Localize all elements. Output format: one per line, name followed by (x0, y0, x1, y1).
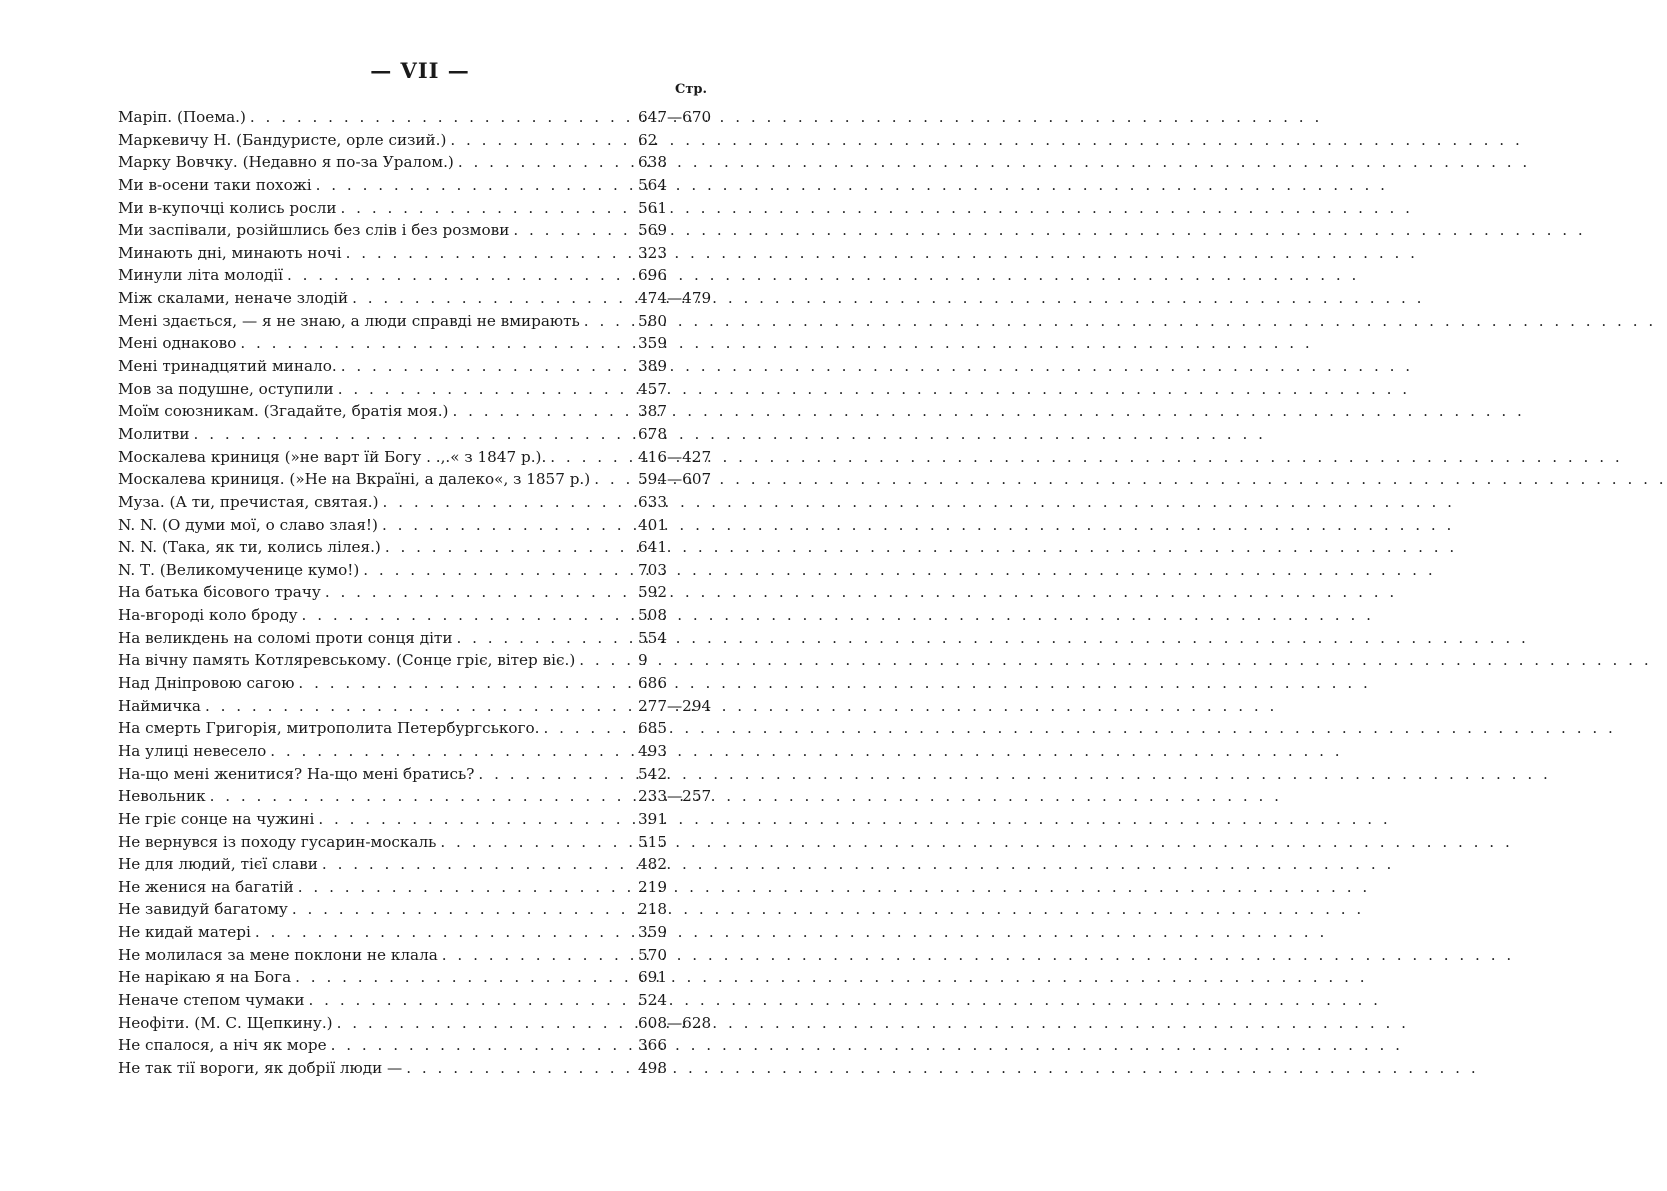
toc-entry (118, 853, 726, 876)
dot-leader (442, 944, 634, 967)
toc-entry (118, 423, 726, 446)
toc-entry-page: 524 (638, 990, 667, 1009)
toc-entry-page: 633 (638, 492, 667, 511)
toc-entry-title: Ми заспівали, розійшлись без слів і без розмови (118, 221, 510, 240)
toc-entry-title: Між скалами, неначе злодій (118, 289, 349, 308)
toc-entry-page: 647—670 (638, 108, 712, 126)
toc-entry-page: 474—479 (638, 289, 712, 308)
toc-entry-title: На-вгороді коло броду (118, 606, 298, 625)
toc-entry-page: 219 (638, 877, 667, 896)
toc-entry-page: 366 (638, 1036, 667, 1055)
toc-entry (118, 197, 726, 220)
toc-entry-title: Не для людий, тієї слави (118, 855, 318, 874)
toc-entry-title: Муза. (А ти, пречистая, святая.) (118, 492, 379, 511)
toc-entry-page: 457 (638, 379, 667, 398)
dot-leader (337, 1012, 634, 1035)
toc-entry-title: Маріп. (Поема.) (118, 108, 246, 126)
toc-entry (118, 332, 726, 355)
toc-entry (118, 1012, 726, 1035)
toc-entry-page: 592 (638, 583, 667, 602)
toc-entry (118, 649, 726, 672)
toc-entry (118, 1034, 726, 1057)
toc-entry-page: 580 (638, 311, 667, 330)
toc-entry (118, 491, 726, 514)
toc-entry-page: 686 (638, 674, 667, 693)
toc-entry (118, 310, 726, 333)
toc-entry-title: N. N. (О думи мої, о славо злая!) (118, 515, 378, 534)
toc-entry-page: 323 (638, 243, 667, 262)
toc-entry-page: 561 (638, 198, 667, 217)
toc-entry (118, 1057, 726, 1080)
toc-entry-page: 359 (638, 923, 667, 942)
dot-leader (406, 1057, 634, 1080)
toc-entry-title: Маркевичу Н. (Бандуристе, орле сизий.) (118, 130, 447, 149)
toc-entry (118, 514, 726, 537)
toc-entry-title: На великдень на соломі проти сонця діти (118, 628, 453, 647)
toc-entry-page: 564 (638, 175, 667, 194)
dot-leader (338, 378, 634, 401)
dot-leader (298, 876, 634, 899)
dot-leader (363, 559, 634, 582)
page-number-header: — VII — (370, 58, 470, 83)
dot-leader (205, 695, 634, 718)
toc-entry-page: 515 (638, 832, 667, 851)
toc-entry (118, 536, 726, 559)
toc-entry-title: Мені однаково (118, 334, 237, 353)
toc-entry (118, 921, 726, 944)
toc-entry-title: Моїм союзникам. (Згадайте, братія моя.) (118, 402, 449, 421)
toc-entry-title: Москалева криниця. (»Не на Вкраїні, а далеко«, з 1857 р.) (118, 470, 591, 489)
dot-leader (250, 106, 634, 129)
dot-leader (584, 310, 634, 333)
toc-entry (118, 808, 726, 831)
toc-entry-title: Минають дні, минають ночі (118, 243, 342, 262)
toc-entry (118, 604, 726, 627)
toc-entry (118, 966, 726, 989)
toc-entry-page: 387 (638, 402, 667, 421)
toc-entry-title: Не так тії вороги, як добрії люди — (118, 1058, 403, 1077)
toc-entry-page: 401 (638, 515, 667, 534)
toc-entry-page: 570 (638, 945, 667, 964)
dot-leader (352, 287, 634, 310)
toc-entry-title: Не молилася за мене поклони не клала (118, 945, 438, 964)
dot-leader (341, 197, 634, 220)
toc-entry-page: 498 (638, 1058, 667, 1077)
toc-entry-title: Мені здається, — я не знаю, а люди справді не вмирають (118, 311, 580, 330)
dot-leader (194, 423, 634, 446)
toc-entry (118, 355, 726, 378)
toc-entry-title: На смерть Григорія, митрополита Петербургського. (118, 719, 540, 738)
toc-entry-title: Не нарікаю я на Бога (118, 968, 292, 987)
dot-leader (456, 627, 634, 650)
toc-entry-page: 482 (638, 855, 667, 874)
toc-entry-page: 678 (638, 424, 667, 443)
dot-leader (550, 446, 634, 469)
toc-entry-page: 696 (638, 266, 667, 285)
toc-entry (118, 446, 726, 469)
dot-leader (322, 853, 634, 876)
toc-entry-title: N. N. (Така, як ти, колись лілея.) (118, 538, 381, 557)
toc-entry-title: Невольник (118, 787, 206, 806)
toc-entry-title: Наймичка (118, 696, 201, 715)
dot-leader (331, 1034, 634, 1057)
dot-leader (385, 536, 634, 559)
toc-entry-page: 233—257 (638, 787, 712, 806)
toc-entry-page: 608—628 (638, 1013, 712, 1032)
toc-entry-page: 703 (638, 560, 667, 579)
toc-entry-page: 594—607 (638, 470, 712, 489)
toc-entry (118, 672, 726, 695)
toc-entry-title: На батька бісового трачу (118, 583, 321, 602)
dot-leader (346, 242, 634, 265)
toc-entry (118, 559, 726, 582)
toc-entry (118, 174, 726, 197)
toc-entry-page: 416—427 (638, 447, 712, 466)
dot-leader (458, 151, 634, 174)
toc-entry (118, 468, 726, 491)
toc-entry-title: Марку Вовчку. (Недавно я по-за Уралом.) (118, 153, 454, 172)
toc-entry-page: 62 (638, 130, 658, 149)
toc-entry (118, 581, 726, 604)
dot-leader (302, 604, 634, 627)
toc-entry (118, 944, 726, 967)
toc-entry (118, 876, 726, 899)
toc-entry-title: Ми в-осени таки похожі (118, 175, 312, 194)
dot-leader (292, 898, 634, 921)
dot-leader (298, 672, 634, 695)
toc-entry-title: Молитви (118, 424, 190, 443)
page-column-label: Стр. (675, 82, 708, 97)
toc-entry-title: Неофіти. (М. С. Щепкину.) (118, 1013, 333, 1032)
toc-entry-page: 508 (638, 606, 667, 625)
toc-entry-page: 685 (638, 719, 667, 738)
toc-entry (118, 242, 726, 265)
toc-entry-title: Мені тринадцятий минало. (118, 357, 337, 376)
toc-entry-page: 638 (638, 153, 667, 172)
toc-entry-page: 691 (638, 968, 667, 987)
dot-leader (543, 717, 634, 740)
dot-leader (318, 808, 634, 831)
dot-leader (295, 966, 634, 989)
dot-leader (210, 785, 634, 808)
toc-entry (118, 989, 726, 1012)
toc-entry (118, 717, 726, 740)
dot-leader (341, 355, 634, 378)
toc-entry-title: Ми в-купочці колись росли (118, 198, 337, 217)
toc-entry-title: Не кидай матері (118, 923, 251, 942)
toc-entry-title: Над Дніпровою сагою (118, 674, 295, 693)
toc-entry (118, 763, 726, 786)
toc-entry (118, 129, 726, 152)
toc-entry-title: На-що мені женитися? На-що мені братись? (118, 764, 475, 783)
toc-entry (118, 740, 726, 763)
toc-entry (118, 151, 726, 174)
dot-leader (383, 491, 634, 514)
dot-leader (382, 514, 634, 537)
toc-entry (118, 785, 726, 808)
toc-entry (118, 106, 726, 129)
toc-entry-page: 641 (638, 538, 667, 557)
toc-entry (118, 831, 726, 854)
dot-leader (309, 989, 634, 1012)
toc-entry-page: 277—294 (638, 696, 712, 715)
toc-entry (118, 898, 726, 921)
toc-entry-title: Мов за подушне, оступили (118, 379, 334, 398)
toc-entry-page: 218 (638, 900, 667, 919)
toc-entry (118, 627, 726, 650)
toc-entry (118, 400, 726, 423)
dot-leader (478, 763, 634, 786)
toc-entry-page: 542 (638, 764, 667, 783)
dot-leader (287, 264, 634, 287)
toc-entry-page: 359 (638, 334, 667, 353)
toc-entry-title: Не спалося, а ніч як море (118, 1036, 327, 1055)
toc-entry-page: 391 (638, 809, 667, 828)
toc-entry (118, 378, 726, 401)
toc-entry (118, 219, 726, 242)
toc-entry-page: 554 (638, 628, 667, 647)
dot-leader (316, 174, 634, 197)
toc-entry-title: Не вернувся із походу гусарин-москаль (118, 832, 437, 851)
toc-entry-title: Минули літа молодії (118, 266, 283, 285)
dot-leader (450, 129, 634, 152)
toc-entry-page: 569 (638, 221, 667, 240)
toc-entry-title: Неначе степом чумаки (118, 990, 305, 1009)
toc-entry-page: 493 (638, 741, 667, 760)
dot-leader (325, 581, 634, 604)
toc-entry (118, 287, 726, 310)
toc-entry (118, 695, 726, 718)
dot-leader (579, 649, 634, 672)
toc-entry-title: Не завидуй багатому (118, 900, 288, 919)
toc-entry-title: Не женися на багатій (118, 877, 294, 896)
toc-entry-title: На вічну память Котляревському. (Сонце гріє, вітер віє.) (118, 651, 576, 670)
toc-entry-page: 389 (638, 357, 667, 376)
dot-leader (513, 219, 634, 242)
toc-entry-page: 9 (638, 651, 648, 670)
toc-entry-title: N. Т. (Великомученице кумо!) (118, 560, 360, 579)
dot-leader (594, 468, 634, 491)
dot-leader (452, 400, 634, 423)
toc-entry-title: Не гріє сонце на чужині (118, 809, 315, 828)
dot-leader (240, 332, 634, 355)
toc-entry-title: На улиці невесело (118, 741, 267, 760)
dot-leader (270, 740, 634, 763)
dot-leader (440, 831, 634, 854)
toc-entry-title: Москалева криниця (»не варт їй Богу . .,.« з 1847 р.). (118, 447, 547, 466)
dot-leader (255, 921, 634, 944)
toc-entry (118, 264, 726, 287)
table-of-contents (118, 106, 726, 1080)
